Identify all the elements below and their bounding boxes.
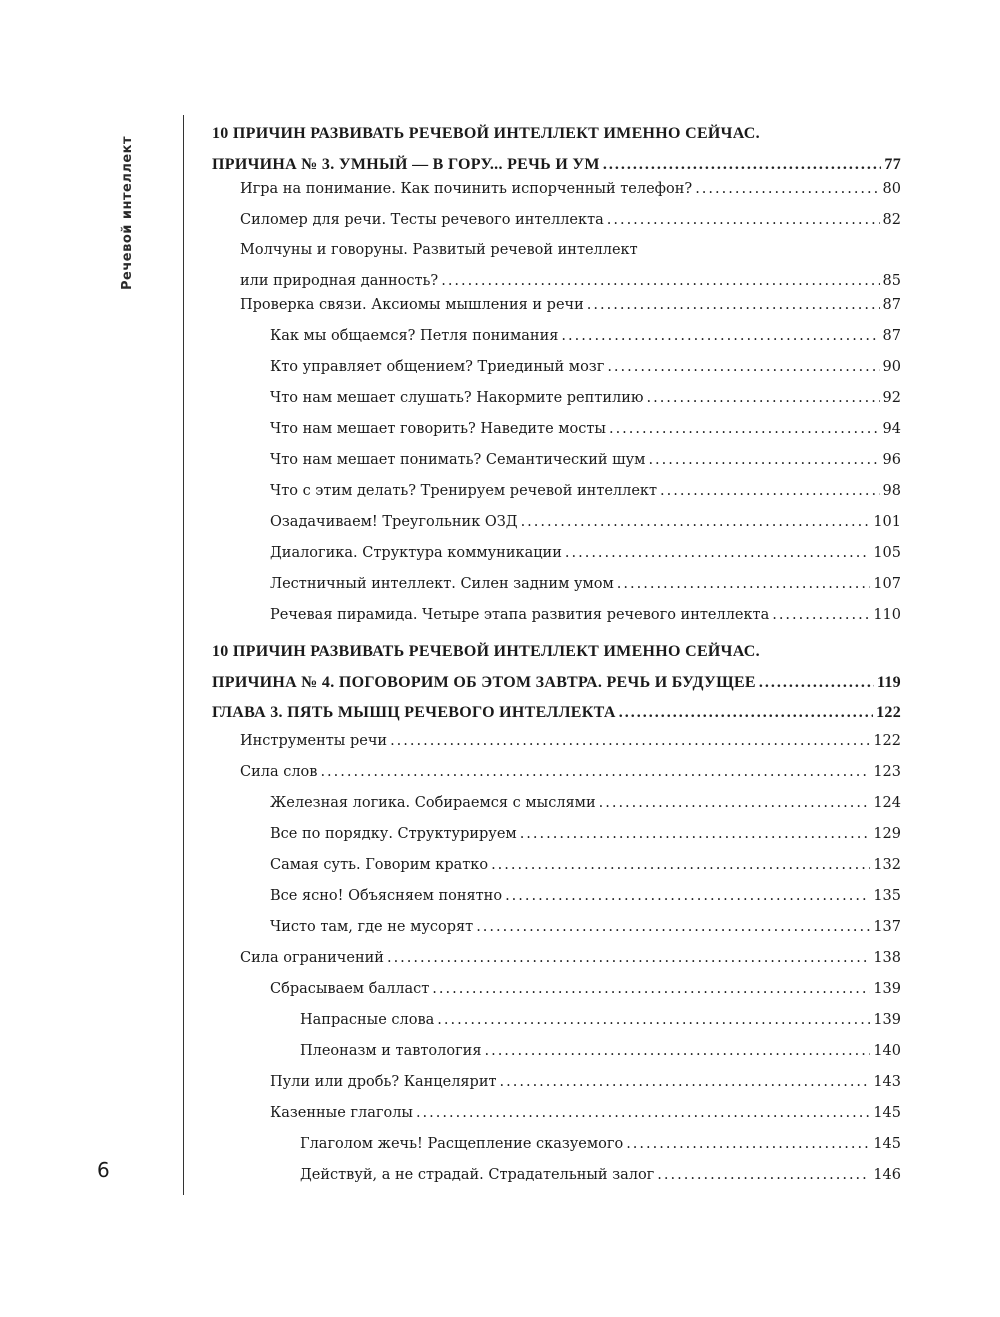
- toc-page-number: 146: [873, 1167, 901, 1183]
- toc-entry[interactable]: [240, 726, 901, 757]
- toc-page-number: 94: [882, 421, 901, 437]
- page-number: 6: [97, 1158, 110, 1182]
- toc-entry-title: Казенные глаголы: [270, 1105, 413, 1121]
- toc-entry-title: Молчуны и говоруны. Развитый речевой интеллект: [240, 242, 638, 258]
- toc-entry[interactable]: [270, 881, 901, 912]
- dot-leader: [646, 383, 879, 414]
- dot-leader: [320, 757, 870, 788]
- toc-entry-title: Действуй, а не страдай. Страдательный залог: [300, 1167, 655, 1183]
- toc-page-number: 124: [873, 795, 901, 811]
- dot-leader: [607, 205, 880, 236]
- dot-leader: [484, 1036, 870, 1067]
- toc-entry-title: или природная данность?: [240, 273, 439, 289]
- toc-entry[interactable]: [300, 1160, 901, 1191]
- toc-entry[interactable]: [240, 235, 901, 297]
- toc-page-number: 77: [884, 156, 901, 173]
- toc-entry-title: Игра на понимание. Как починить испорченный телефон?: [240, 181, 693, 197]
- dot-leader: [476, 912, 870, 943]
- toc-entry-title: 10 ПРИЧИН РАЗВИВАТЬ РЕЧЕВОЙ ИНТЕЛЛЕКТ ИМЕННО СЕЙЧАС.: [212, 125, 760, 142]
- toc-page-number: 110: [873, 607, 901, 623]
- toc-page-number: 123: [873, 764, 901, 780]
- dot-leader: [505, 881, 870, 912]
- toc-page-number: 119: [876, 674, 901, 691]
- toc-entry-title: Речевая пирамида. Четыре этапа развития речевого интеллекта: [270, 607, 770, 623]
- toc-entry-title: Пули или дробь? Канцелярит: [270, 1074, 497, 1090]
- toc-entry[interactable]: [270, 352, 901, 383]
- toc-page-number: 80: [882, 181, 901, 197]
- toc-page-number: 122: [873, 733, 901, 749]
- dot-leader: [626, 1129, 870, 1160]
- toc-entry[interactable]: [240, 174, 901, 205]
- toc-entry[interactable]: [270, 600, 901, 631]
- toc-entry-title: Чисто там, где не мусорят: [270, 919, 474, 935]
- toc-entry-title: Плеоназм и тавтология: [300, 1043, 482, 1059]
- dot-leader: [648, 445, 879, 476]
- dot-leader: [607, 352, 879, 383]
- dot-leader: [657, 1160, 870, 1191]
- toc-entry[interactable]: [270, 788, 901, 819]
- toc-page-number: 107: [873, 576, 901, 592]
- toc-entry[interactable]: [270, 569, 901, 600]
- dot-leader: [437, 1005, 870, 1036]
- toc-entry[interactable]: [240, 943, 901, 974]
- toc-entry[interactable]: [270, 1098, 901, 1129]
- toc-entry[interactable]: [300, 1129, 901, 1160]
- toc-entry[interactable]: [270, 507, 901, 538]
- toc-entry[interactable]: [212, 118, 901, 180]
- toc-entry-title: Самая суть. Говорим кратко: [270, 857, 489, 873]
- toc-entry[interactable]: [270, 321, 901, 352]
- toc-page-number: 90: [882, 359, 901, 375]
- toc-entry-title: Кто управляет общением? Триединый мозг: [270, 359, 605, 375]
- toc-entry-title: Сила слов: [240, 764, 318, 780]
- dot-leader: [521, 507, 871, 538]
- toc-page-number: 137: [873, 919, 901, 935]
- toc-entry-title: Что с этим делать? Тренируем речевой интеллект: [270, 483, 658, 499]
- dot-leader: [561, 321, 879, 352]
- toc-entry-title: Что нам мешает слушать? Накормите рептилию: [270, 390, 644, 406]
- toc-page-number: 132: [873, 857, 901, 873]
- toc-entry[interactable]: [270, 414, 901, 445]
- toc-page-number: 87: [882, 297, 901, 313]
- toc-entry-title: Сила ограничений: [240, 950, 384, 966]
- toc-page-number: 135: [873, 888, 901, 904]
- toc-entry-title: Все ясно! Объясняем понятно: [270, 888, 503, 904]
- toc-entry-title: 10 ПРИЧИН РАЗВИВАТЬ РЕЧЕВОЙ ИНТЕЛЛЕКТ ИМЕННО СЕЙЧАС.: [212, 643, 760, 660]
- toc-entry[interactable]: [300, 1005, 901, 1036]
- dot-leader: [772, 600, 870, 631]
- toc-page-number: 139: [873, 981, 901, 997]
- running-head-text: Речевой интеллект: [120, 135, 135, 290]
- toc-entry[interactable]: [240, 757, 901, 788]
- toc-entry-title: Озадачиваем! Треугольник ОЗД: [270, 514, 518, 530]
- toc-page-number: 105: [873, 545, 901, 561]
- dot-leader: [491, 850, 870, 881]
- toc-entry[interactable]: [270, 1067, 901, 1098]
- toc-entry-title: ПРИЧИНА № 3. УМНЫЙ — В ГОРУ... РЕЧЬ И УМ: [212, 156, 600, 173]
- toc-page-number: 143: [873, 1074, 901, 1090]
- toc-entry-title: ПРИЧИНА № 4. ПОГОВОРИМ ОБ ЭТОМ ЗАВТРА. РЕЧЬ И БУДУЩЕЕ: [212, 674, 756, 691]
- toc-entry-title: Силомер для речи. Тесты речевого интеллекта: [240, 212, 604, 228]
- toc-entry-title: Что нам мешает говорить? Наведите мосты: [270, 421, 606, 437]
- dot-leader: [416, 1098, 870, 1129]
- toc-entry-title: Инструменты речи: [240, 733, 388, 749]
- dot-leader: [617, 569, 871, 600]
- dot-leader: [759, 667, 874, 698]
- toc-entry-title: Диалогика. Структура коммуникации: [270, 545, 562, 561]
- toc-page-number: 139: [873, 1012, 901, 1028]
- dot-leader: [609, 414, 880, 445]
- toc-entry-title: Все по порядку. Структурируем: [270, 826, 517, 842]
- toc-entry[interactable]: [240, 205, 901, 236]
- toc-page-number: 96: [882, 452, 901, 468]
- dot-leader: [520, 819, 871, 850]
- dot-leader: [565, 538, 870, 569]
- dot-leader: [390, 726, 870, 757]
- toc-entry-title: Как мы общаемся? Петля понимания: [270, 328, 559, 344]
- dot-leader: [587, 290, 880, 321]
- toc-page-number: 87: [882, 328, 901, 344]
- dot-leader: [695, 174, 879, 205]
- dot-leader: [619, 697, 873, 728]
- toc-page-number: 82: [882, 212, 901, 228]
- toc-entry-title: ГЛАВА 3. ПЯТЬ МЫШЦ РЕЧЕВОГО ИНТЕЛЛЕКТА: [212, 704, 616, 721]
- toc-page-number: 98: [882, 483, 901, 499]
- toc-entry-title: Лестничный интеллект. Силен задним умом: [270, 576, 614, 592]
- toc-entry[interactable]: [212, 697, 901, 728]
- toc-entry[interactable]: [270, 850, 901, 881]
- toc-entry[interactable]: [212, 636, 901, 698]
- dot-leader: [387, 943, 870, 974]
- toc-entry[interactable]: [270, 445, 901, 476]
- dot-leader: [660, 476, 880, 507]
- toc-entry-title: Глаголом жечь! Расщепление сказуемого: [300, 1136, 624, 1152]
- toc-entry-title: Сбрасываем балласт: [270, 981, 430, 997]
- toc-entry-title: Проверка связи. Аксиомы мышления и речи: [240, 297, 584, 313]
- toc-entry-title: Железная логика. Собираемся с мыслями: [270, 795, 596, 811]
- toc-entry[interactable]: [270, 476, 901, 507]
- dot-leader: [432, 974, 870, 1005]
- toc-page-number: 101: [873, 514, 901, 530]
- toc-entry[interactable]: [270, 383, 901, 414]
- toc-page-number: 145: [873, 1105, 901, 1121]
- toc-entry-title: Что нам мешает понимать? Семантический шум: [270, 452, 646, 468]
- toc-entry-title: Напрасные слова: [300, 1012, 435, 1028]
- toc-entry[interactable]: [270, 819, 901, 850]
- toc-page-number: 138: [873, 950, 901, 966]
- toc-page-number: 140: [873, 1043, 901, 1059]
- dot-leader: [599, 788, 871, 819]
- toc-entry[interactable]: [270, 912, 901, 943]
- dot-leader: [500, 1067, 871, 1098]
- toc-entry[interactable]: [270, 974, 901, 1005]
- toc-entry[interactable]: [270, 538, 901, 569]
- toc-entry[interactable]: [240, 290, 901, 321]
- toc-page-number: 92: [882, 390, 901, 406]
- toc-page-number: 129: [873, 826, 901, 842]
- toc-page-number: 85: [882, 273, 901, 289]
- toc-page-number: 145: [873, 1136, 901, 1152]
- toc-page-number: 122: [876, 704, 901, 721]
- toc-entry[interactable]: [300, 1036, 901, 1067]
